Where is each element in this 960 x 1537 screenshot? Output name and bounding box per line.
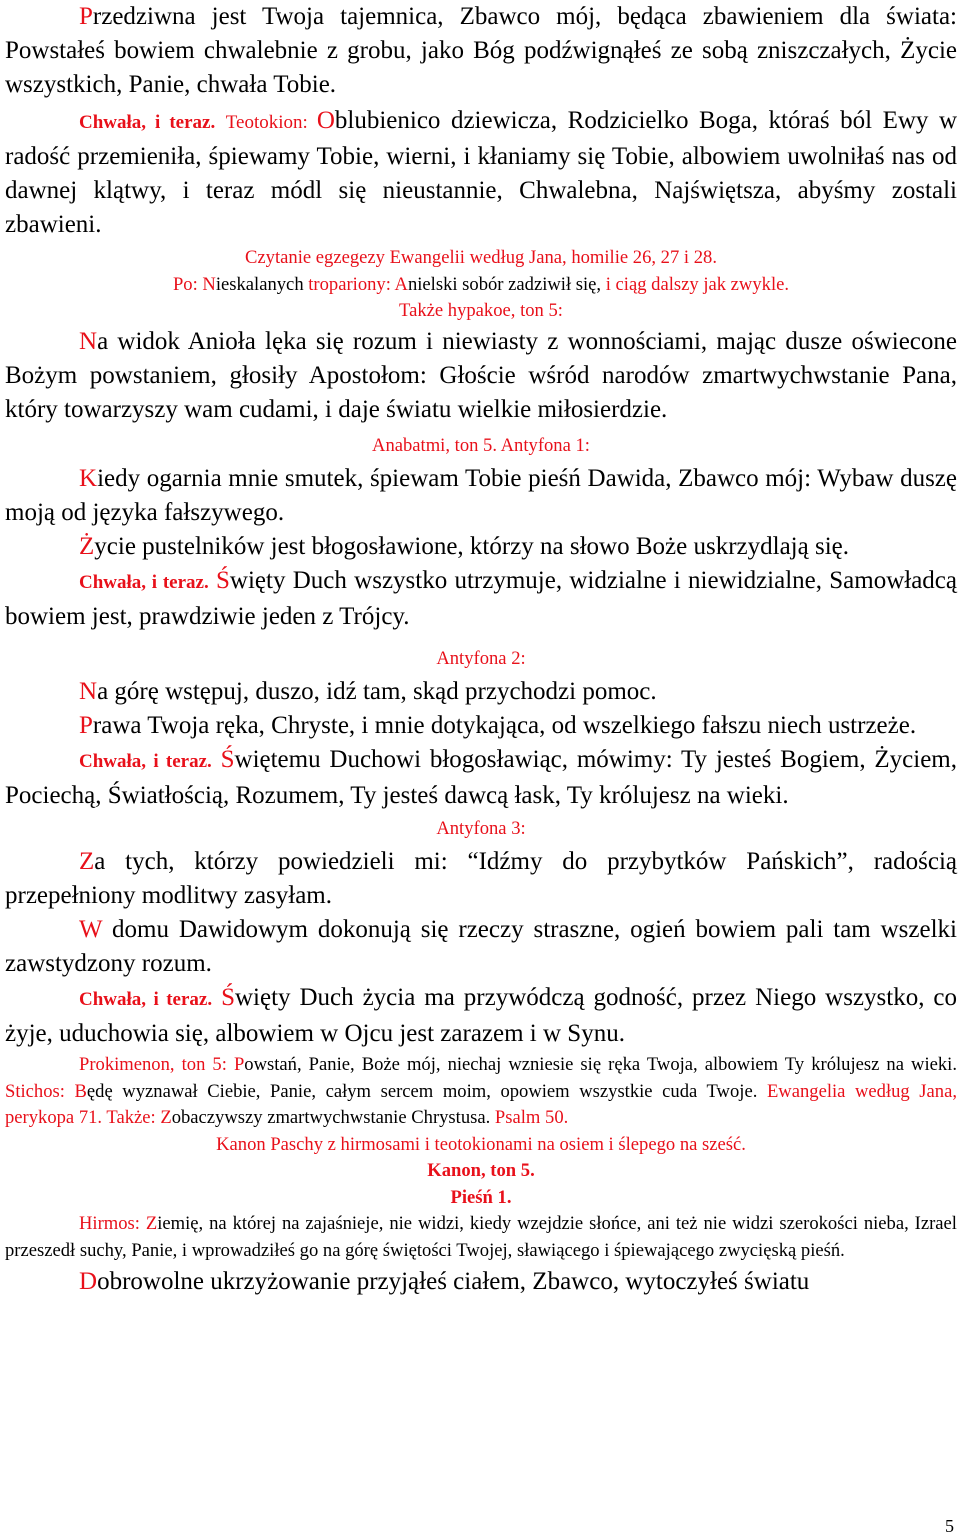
paragraph-text: a górę wstępuj, duszo, idź tam, skąd przychodzi pomoc. bbox=[97, 677, 657, 705]
initial-letter: Ż bbox=[79, 533, 95, 560]
verse-paragraph bbox=[5, 1265, 957, 1299]
liturgical-text-page bbox=[5, 0, 957, 1299]
verse-paragraph bbox=[5, 709, 957, 743]
rubric-hypakoe: Także hypakoe, ton 5: bbox=[399, 300, 563, 321]
paragraph-text: a tych, którzy powiedzieli mi: “Idźmy do przybytków Pańskich”, radością przepełniony modlitwy zasyłam. bbox=[5, 848, 957, 909]
rubric-canon: Kanon Paschy z hirmosami i teotokionami na osiem i ślepego na sześć. bbox=[216, 1133, 746, 1155]
paragraph-text: iedy ogarnia mnie smutek, śpiewam Tobie pieśń Dawida, Zbawco mój: Wybaw duszę moją od języka fałszywego. bbox=[5, 465, 957, 526]
glory-paragraph bbox=[5, 564, 957, 634]
glory-rubric: Chwała, i teraz. bbox=[79, 750, 212, 772]
verse-paragraph bbox=[5, 675, 957, 709]
initial-letter: Ś bbox=[220, 745, 235, 773]
glory-rubric: Chwała, i teraz. bbox=[79, 989, 213, 1010]
initial-letter: D bbox=[79, 1268, 98, 1295]
verse-paragraph bbox=[5, 530, 957, 564]
rubric-ode: Pieśń 1. bbox=[450, 1186, 512, 1208]
theotokion-paragraph bbox=[5, 104, 957, 242]
paragraph-text: ycie pustelników jest błogosławione, którzy na słowo Boże uskrzydlają się. bbox=[94, 533, 849, 560]
glory-paragraph bbox=[5, 981, 957, 1051]
initial-letter: N bbox=[79, 327, 98, 355]
paragraph-text: rawa Twoja ręka, Chryste, i mnie dotykająca, od wszelkiego fałszu niech ustrzeże. bbox=[92, 711, 917, 739]
initial-letter: O bbox=[316, 107, 335, 134]
glory-paragraph bbox=[5, 743, 957, 813]
verse-paragraph bbox=[5, 913, 957, 981]
hirmos-paragraph bbox=[5, 1211, 957, 1264]
paragraph-text: a widok Anioła lęka się rozum i niewiasty z wonnościami, mając dusze oświecone Bożym powstaniem, głosiły Apostołom: Głoście wśród narodów zmartwychwstanie Pana, który towarzyszy wam cudami, i daje światu wielkie miłosierdzie. bbox=[5, 327, 957, 423]
paragraph-text: obrowolne ukrzyżowanie przyjąłeś ciałem, Zbawco, wytoczyłeś światu bbox=[97, 1268, 810, 1295]
paragraph-text: blubienico dziewicza, Rodzicielko Boga, któraś ból Ewy w radość przemieniła, śpiewamy Tobie, wierni, i kłaniamy się Tobie, albowiem uwolniłaś nas od dawnej klątwy, i teraz módl się nieustannie, Chwalebna, Najświętsza, abyśmy zostali zbawieni. bbox=[5, 107, 957, 238]
glory-rubric: Chwała, i teraz. bbox=[79, 572, 209, 593]
paragraph-text: iemię, na której na zajaśnieje, nie widzi, kiedy wzejdzie słońce, ani też nie widzi szerokości nieba, Izrael przeszedł suchy, Panie, i wprowadziłeś go na górę świętości Twojej, sławiącego i śpiewającego zwycięską pieśń. bbox=[5, 1213, 957, 1261]
rubric-reading: Czytanie egzegezy Ewangelii według Jana, homilie 26, 27 i 28. bbox=[245, 247, 717, 268]
verse-paragraph bbox=[5, 462, 957, 530]
paragraph-text: więty Duch wszystko utrzymuje, widzialne i niewidzialne, Samowładcą bowiem jest, prawdziwie jeden z Trójcy. bbox=[5, 567, 957, 630]
initial-letter: W bbox=[79, 916, 103, 943]
hirmos-label: Hirmos: bbox=[79, 1213, 146, 1234]
initial-letter: Ś bbox=[216, 567, 230, 594]
rubric-antiphon-3: Antyfona 3: bbox=[436, 817, 526, 839]
hypakoe-paragraph bbox=[5, 325, 957, 427]
verse-paragraph bbox=[5, 845, 957, 913]
initial-letter: Ś bbox=[221, 984, 235, 1011]
paragraph-text: więtemu Duchowi błogosławiąc, mówimy: Ty jesteś Bogiem, Życiem, Pociechą, Światłością, Rozumem, Ty jesteś dawcą łask, Ty królujesz na wieki. bbox=[5, 745, 957, 809]
glory-rubric: Chwała, i teraz. bbox=[79, 112, 216, 133]
initial-letter: K bbox=[79, 465, 98, 492]
initial-letter: N bbox=[79, 677, 98, 705]
paragraph-text: domu Dawidowym dokonują się rzeczy straszne, ogień bowiem pali tam wszelki zawstydzony rozum. bbox=[5, 916, 957, 977]
initial-letter: Z bbox=[79, 848, 95, 875]
troparion-paragraph bbox=[5, 0, 957, 102]
initial-letter: P bbox=[79, 711, 93, 739]
page-number: 5 bbox=[945, 1516, 954, 1536]
prokimenon-paragraph: Prokimenon, ton 5: Powstań, Panie, Boże mój, niechaj wzniesie się ręka Twoja, albowiem Ty królujesz na wieki. Stichos: Będę wyznawał Ciebie, Panie, całym sercem moim, opowiem wszystkie cuda Twoje. Ewangelia według Jana, perykopa 71. Także: Zobaczywszy zmartwychwstanie Chrystusa. Psalm 50. bbox=[5, 1054, 957, 1128]
initial-letter: P bbox=[79, 3, 93, 30]
paragraph-text: rzedziwna jest Twoja tajemnica, Zbawco mój, będąca zbawieniem dla świata: Powstałeś bowiem chwalebnie z grobu, jako Bóg podźwignąłeś ze sobą zniszczałych, Życie wszystkich, Panie, chwała Tobie. bbox=[5, 3, 957, 98]
paragraph-text: więty Duch życia ma przywódczą godność, przez Niego wszystko, co żyje, uduchowia się, albowiem w Ojcu jest zarazem i w Synu. bbox=[5, 984, 958, 1047]
rubric-troparia: Po: Nieskalanych tropariony: Anielski sobór zadziwił się, i ciąg dalszy jak zwykle. bbox=[172, 273, 790, 295]
rubric-canon-tone: Kanon, ton 5. bbox=[427, 1160, 535, 1181]
theotokion-label: Teotokion: bbox=[225, 112, 317, 133]
initial-letter: Z bbox=[145, 1213, 158, 1234]
rubric-antiphon-2: Antyfona 2: bbox=[436, 648, 526, 669]
rubric-antiphon-1: Anabatmi, ton 5. Antyfona 1: bbox=[372, 434, 590, 456]
